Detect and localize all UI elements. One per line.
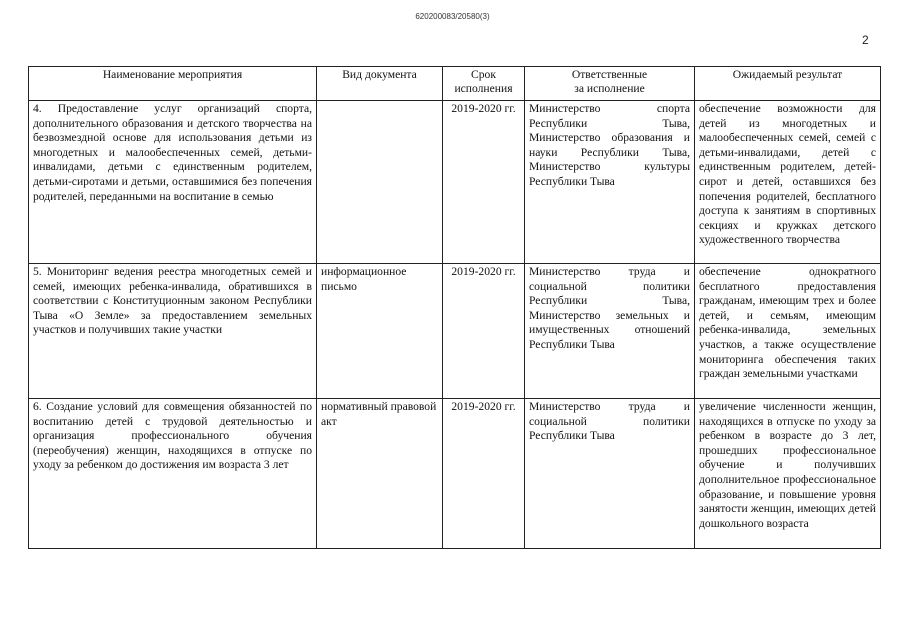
row-term: 2019-2020 гг. <box>443 399 525 549</box>
header-name: Наименование мероприятия <box>29 67 317 101</box>
page-number: 2 <box>862 33 869 47</box>
row-name: 5. Мониторинг ведения реестра многодетных семей и семей, имеющих ребенка-инвалида, обратившихся в соответствии с Конституционным законом Республики Тыва «О Земле» за предоставлением земельных участков и получивших такие участки <box>29 264 317 399</box>
row-term: 2019-2020 гг. <box>443 264 525 399</box>
row-result: обеспечение однократного бесплатного предоставления гражданам, имеющим трех и более детей, и семьям, имеющим ребенка-инвалида, земельных участков, а также осуществление мониторинга обеспечения таких граждан земельными участками <box>695 264 881 399</box>
table-header-row <box>29 67 881 101</box>
header-doc-type: Вид документа <box>317 67 443 101</box>
table-row <box>29 264 881 399</box>
header-responsible: Ответственные за исполнение <box>525 67 695 101</box>
header-term: Срок исполнения <box>443 67 525 101</box>
row-name: 6. Создание условий для совмещения обязанностей по воспитанию детей с трудовой деятельностью и организация профессионального обучения (переобучения) женщин, находящихся в отпуске по уходу за ребенком до достижения им возраста 3 лет <box>29 399 317 549</box>
row-result: увеличение численности женщин, находящихся в отпуске по уходу за ребенком в возрасте до 3 лет, прошедших профессиональное обучение и получивших дополнительное профессиональное образование, и повышение уровня занятости женщин, имеющих детей дошкольного возраста <box>695 399 881 549</box>
row-term: 2019-2020 гг. <box>443 101 525 264</box>
table-row <box>29 399 881 549</box>
table-row <box>29 101 881 264</box>
row-result: обеспечение возможности для детей из многодетных и малообеспеченных семей, семей с детьми-инвалидами, детей с единственным родителем, детей-сирот и детей, оставшихся без попечения родителей, бесплатного доступа к занятиям в спортивных секциях и кружках детского художественного творчества <box>695 101 881 264</box>
header-result: Ожидаемый результат <box>695 67 881 101</box>
row-responsible: Министерство труда и социальной политики Республики Тыва, Министерство земельных и имущественных отношений Республики Тыва <box>525 264 695 399</box>
row-doc-type <box>317 101 443 264</box>
measures-table <box>28 66 881 549</box>
document-code: 620200083/20580(3) <box>415 12 490 21</box>
row-responsible: Министерство труда и социальной политики Республики Тыва <box>525 399 695 549</box>
row-doc-type: информационное письмо <box>317 264 443 399</box>
row-name: 4. Предоставление услуг организаций спорта, дополнительного образования и детского творчества на безвозмездной основе для использования детьми из многодетных и малообеспеченных семей, детьми-инвалидами, детьми с единственным родителем, детьми-сиротами и детьми, оставшимися без попечения родителей, переданными на воспитание в семью <box>29 101 317 264</box>
row-doc-type: нормативный правовой акт <box>317 399 443 549</box>
row-responsible: Министерство спорта Республики Тыва, Министерство образования и науки Республики Тыва, Министерство культуры Республики Тыва <box>525 101 695 264</box>
